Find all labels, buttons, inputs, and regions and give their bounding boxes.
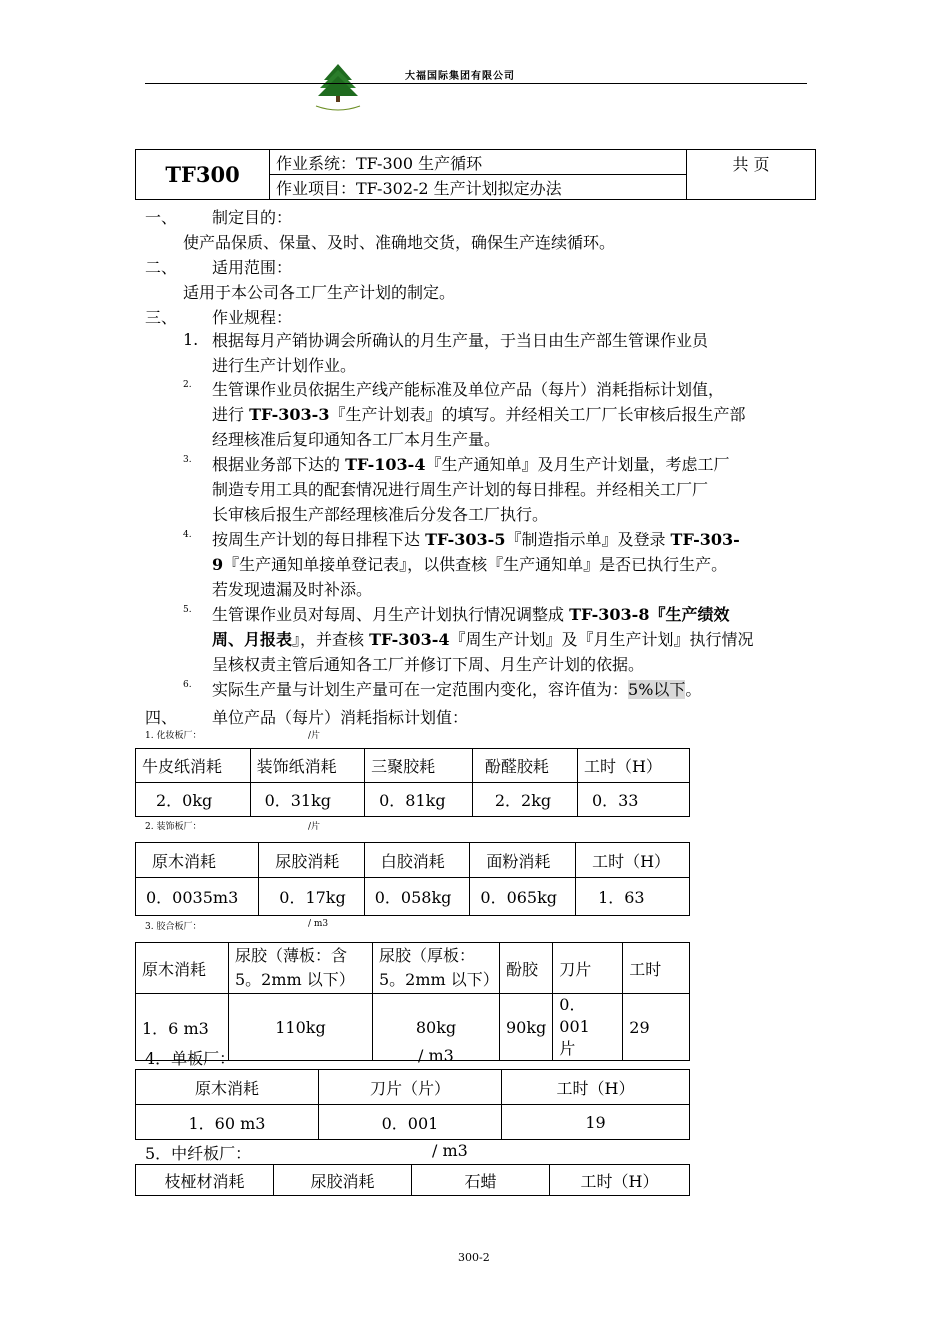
t3-v2: 80kg (373, 994, 500, 1061)
t4-h2: 工时（H） (502, 1070, 690, 1105)
step-5-text: 生管课作业员对每周、月生产计划执行情况调整成 TF-303-8『生产绩效 周、月报表』，并查核 TF-303-4『周生产计划』及『月生产计划』执行情况 呈核权责主管后通知各工厂并修订下周、月生产计划的依据。 (212, 605, 754, 674)
t1-h3: 酚醛胶耗 (472, 749, 577, 783)
step-2-num: 2. (183, 380, 192, 390)
t2-h3: 面粉消耗 (470, 843, 576, 878)
page-count: 共 页 (687, 150, 816, 200)
table-mdf (135, 1164, 690, 1196)
t3-h5: 工时 (623, 943, 690, 994)
step-2-text: 生管课作业员依据生产线产能标准及单位产品（每片）消耗指标计划值， 进行 TF-303-3『生产计划表』的填写。并经相关工厂厂长审核后报生产部 经理核准后复印通知各工厂本月生产量。 (212, 380, 746, 449)
t1-h0: 牛皮纸消耗 (136, 749, 251, 783)
t3-v1: 110kg (229, 994, 373, 1061)
t4-label: 4．单板厂： (145, 1049, 236, 1068)
t2-h2: 白胶消耗 (364, 843, 470, 878)
t3-v4: 0． 001 片 (553, 994, 623, 1061)
t5-h0: 枝桠材消耗 (136, 1165, 274, 1196)
t1-unit: /片 (308, 731, 321, 741)
tolerance-highlight: 5%以下 (628, 680, 686, 699)
section-4-num: 四、 (145, 708, 178, 727)
t3-label: 3. 胶合板厂： (145, 922, 202, 932)
t5-h3: 工时（H） (550, 1165, 690, 1196)
header-rule (145, 83, 807, 84)
t2-unit: /片 (308, 822, 321, 832)
table-decorative-board (135, 842, 690, 916)
t4-h0: 原木消耗 (136, 1070, 319, 1105)
t3-h0: 原木消耗 (136, 943, 229, 994)
section-3-num: 三、 (145, 308, 178, 327)
t3-v0: 1．6 m3 (136, 994, 229, 1061)
step-4-num: 4. (183, 530, 192, 540)
step-6-text: 实际生产量与计划生产量可在一定范围内变化，容许值为：5%以下。 (212, 680, 702, 699)
t4-unit: / m3 (418, 1046, 454, 1065)
t4-h1: 刀片（片） (319, 1070, 502, 1105)
t2-h0: 原木消耗 (136, 843, 259, 878)
company-logo (310, 62, 366, 114)
t3-h4: 刀片 (553, 943, 623, 994)
t1-v3: 2．2kg (472, 783, 577, 817)
doc-code: TF300 (136, 150, 270, 200)
step-1-text: 根据每月产销协调会所确认的月生产量，于当日由生产部生管课作业员 进行生产计划作业。 (212, 331, 709, 375)
t2-h1: 尿胶消耗 (259, 843, 364, 878)
t5-h2: 石蜡 (412, 1165, 550, 1196)
work-item: 作业项目：TF-302-2 生产计划拟定办法 (270, 175, 687, 200)
t1-v1: 0．31kg (250, 783, 365, 817)
t2-v0: 0．0035m3 (136, 878, 259, 916)
t1-h1: 装饰纸消耗 (250, 749, 365, 783)
t3-h2: 尿胶（厚板： 5。2mm 以下） (373, 943, 500, 994)
table-veneer (135, 1069, 690, 1140)
t2-v2: 0．058kg (364, 878, 470, 916)
t5-h1: 尿胶消耗 (274, 1165, 412, 1196)
step-3-num: 3. (183, 455, 192, 465)
section-2-num: 二、 (145, 258, 178, 277)
step-6-num: 6. (183, 680, 192, 690)
step-4-text: 按周生产计划的每日排程下达 TF-303-5『制造指示单』及登录 TF-303- 9『生产通知单接单登记表』，以供查核『生产通知单』是否已执行生产。 若发现遗漏及时补添。 (212, 530, 740, 599)
t2-v4: 1．63 (576, 878, 690, 916)
t4-v0: 1．60 m3 (136, 1105, 319, 1140)
page-number: 300-2 (458, 1251, 490, 1264)
section-2-title: 适用范围： (212, 258, 293, 277)
t1-v0: 2．0kg (136, 783, 251, 817)
t3-h1: 尿胶（薄板：含 5。2mm 以下） (229, 943, 373, 994)
t3-h3: 酚胶 (500, 943, 553, 994)
t2-label: 2. 装饰板厂： (145, 822, 202, 832)
t1-v2: 0．81kg (365, 783, 473, 817)
work-system: 作业系统：TF-300 生产循环 (270, 150, 687, 175)
t1-v4: 0．33 (577, 783, 689, 817)
t2-v1: 0．17kg (259, 878, 364, 916)
t1-label: 1. 化妆板厂： (145, 731, 202, 741)
section-4-title: 单位产品（每片）消耗指标计划值： (212, 708, 469, 727)
tree-icon (310, 62, 366, 114)
section-2-body: 适用于本公司各工厂生产计划的制定。 (183, 283, 456, 302)
company-name: 大福国际集团有限公司 (405, 71, 515, 82)
t2-h4: 工时（H） (576, 843, 690, 878)
step-5-num: 5. (183, 605, 192, 615)
t3-unit: / m3 (308, 919, 329, 929)
t3-v5: 29 (623, 994, 690, 1061)
t4-v1: 0．001 (319, 1105, 502, 1140)
t5-unit: / m3 (432, 1141, 468, 1160)
t1-h4: 工时（H） (577, 749, 689, 783)
section-1-title: 制定目的： (212, 208, 293, 227)
section-3-title: 作业规程： (212, 308, 293, 327)
title-box (135, 149, 816, 200)
step-3-text: 根据业务部下达的 TF-103-4『生产通知单』及月生产计划量，考虑工厂 制造专用工具的配套情况进行周生产计划的每日排程。并经相关工厂厂 长审核后报生产部经理核准后分发各工厂执行。 (212, 455, 730, 524)
step-1-num: 1. (183, 330, 199, 349)
section-1-body: 使产品保质、保量、及时、准确地交货，确保生产连续循环。 (183, 233, 616, 252)
t5-label: 5．中纤板厂： (145, 1144, 252, 1163)
section-1-num: 一、 (145, 208, 178, 227)
table-cosmetic-board (135, 748, 690, 817)
t1-h2: 三聚胶耗 (365, 749, 473, 783)
t2-v3: 0．065kg (470, 878, 576, 916)
table-plywood (135, 942, 690, 1061)
t3-v3: 90kg (500, 994, 553, 1061)
t4-v2: 19 (502, 1105, 690, 1140)
